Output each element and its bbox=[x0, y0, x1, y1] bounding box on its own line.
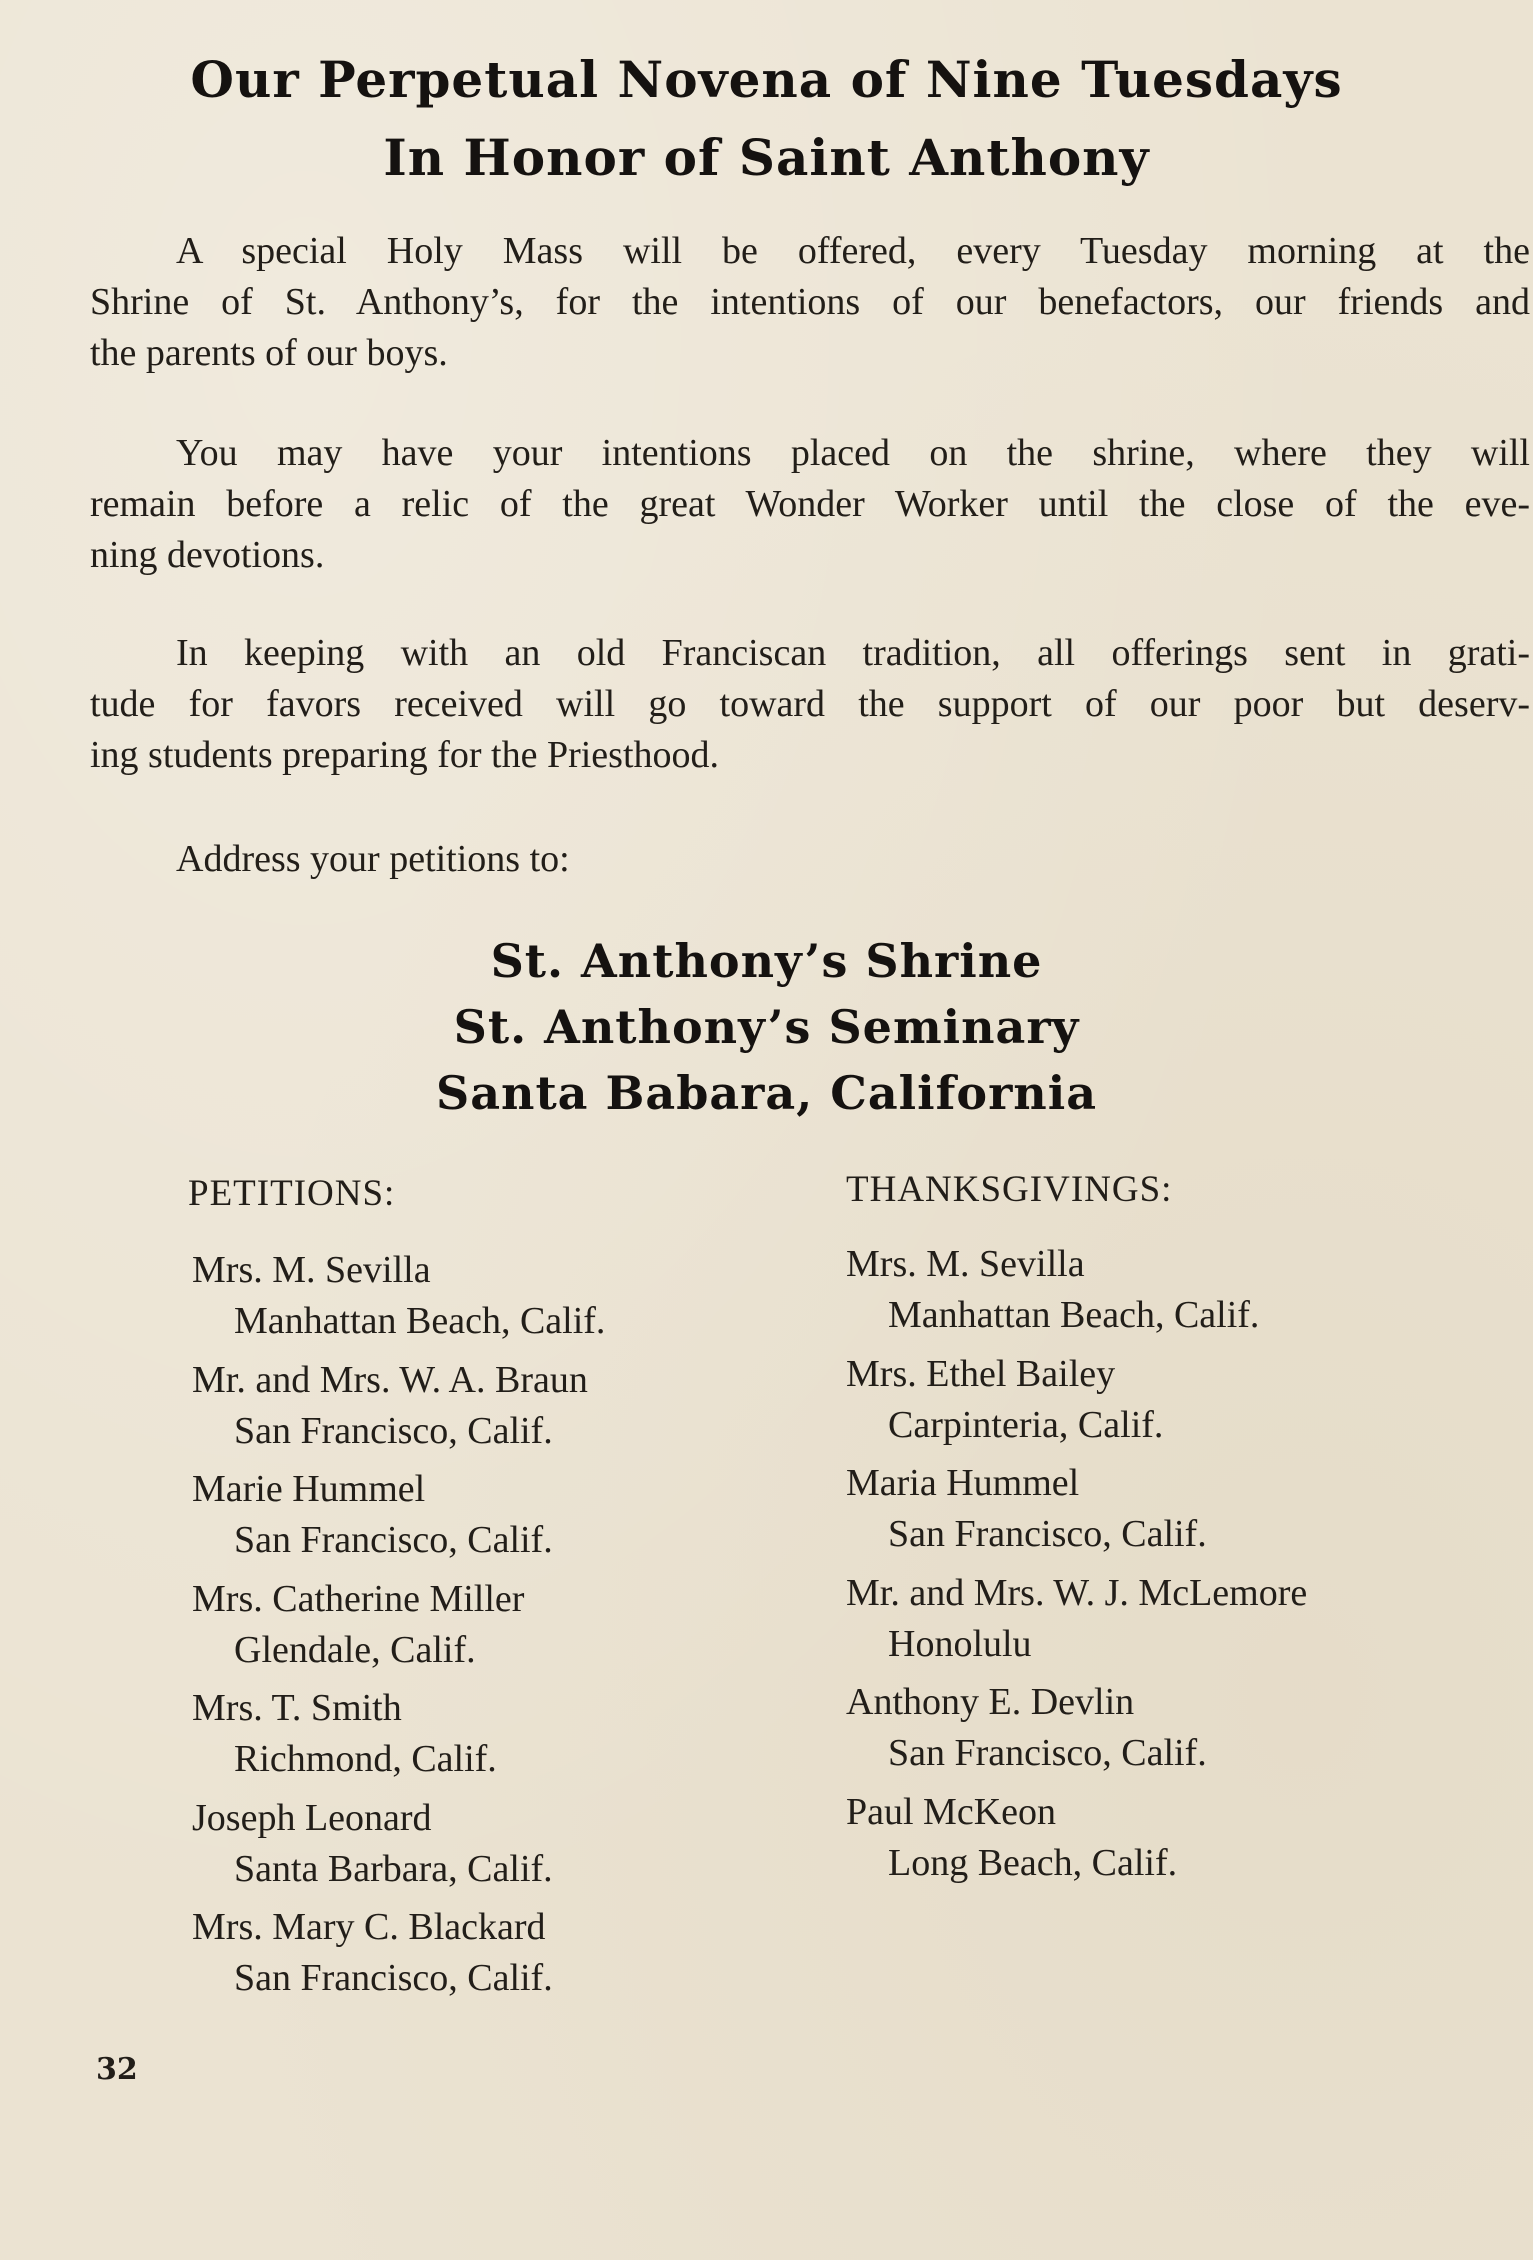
paragraph-tradition bbox=[90, 628, 1530, 781]
paragraph-line: You may have your intentions placed on the shrine, where they will bbox=[176, 432, 1530, 474]
entry-place: San Francisco, Calif. bbox=[234, 1409, 553, 1452]
paragraph-line: Shrine of St. Anthony’s, for the intentions of our benefactors, our friends and bbox=[90, 281, 1530, 323]
entry-name: Paul McKeon bbox=[846, 1790, 1057, 1833]
paragraph-line: remain before a relic of the great Wonder Worker until the close of the eve- bbox=[90, 483, 1530, 525]
entry-place: Manhattan Beach, Calif. bbox=[888, 1294, 1260, 1336]
page-number: 32 bbox=[96, 2052, 138, 2087]
petitions-list bbox=[192, 1245, 605, 2012]
paragraph-line: ning devotions. bbox=[90, 534, 325, 576]
list-item bbox=[192, 1245, 605, 1347]
petitions-heading: PETITIONS: bbox=[188, 1173, 396, 1214]
paragraph-address-intro bbox=[176, 834, 976, 885]
entry-name: Marie Hummel bbox=[192, 1468, 426, 1510]
entry-place: San Francisco, Calif. bbox=[234, 1519, 553, 1561]
entry-place: San Francisco, Calif. bbox=[888, 1732, 1207, 1774]
entry-place: Glendale, Calif. bbox=[234, 1628, 476, 1671]
paragraph-line: tude for favors received will go toward the support of our poor but deserv- bbox=[90, 683, 1530, 725]
paragraph-line: ing students preparing for the Priesthood. bbox=[90, 734, 720, 776]
paragraph-holy-mass bbox=[90, 226, 1530, 379]
entry-name: Mrs. M. Sevilla bbox=[846, 1243, 1085, 1285]
paragraph-line: the parents of our boys. bbox=[90, 332, 448, 374]
entry-place: Santa Barbara, Calif. bbox=[234, 1847, 553, 1890]
thanksgivings-heading: THANKSGIVINGS: bbox=[846, 1169, 1173, 1210]
address-line-seminary: St. Anthony’s Seminary bbox=[453, 1000, 1080, 1054]
list-item bbox=[192, 1793, 605, 1895]
paragraph-line: A special Holy Mass will be offered, every Tuesday morning at the bbox=[176, 230, 1530, 272]
page-subtitle: In Honor of Saint Anthony bbox=[383, 128, 1150, 187]
entry-name: Mrs. Ethel Bailey bbox=[846, 1352, 1116, 1395]
list-item bbox=[192, 1902, 605, 2004]
address-line-city: Santa Babara, California bbox=[435, 1066, 1098, 1120]
list-item bbox=[192, 1574, 605, 1676]
entry-place: Manhattan Beach, Calif. bbox=[234, 1300, 606, 1342]
list-item bbox=[192, 1464, 605, 1566]
entry-name: Mrs. M. Sevilla bbox=[192, 1249, 431, 1291]
paragraph-line: In keeping with an old Franciscan tradition, all offerings sent in grati- bbox=[176, 632, 1530, 674]
entry-name: Maria Hummel bbox=[846, 1462, 1080, 1504]
entry-place: San Francisco, Calif. bbox=[888, 1513, 1207, 1555]
entry-place: Carpinteria, Calif. bbox=[888, 1403, 1164, 1446]
entry-name: Joseph Leonard bbox=[192, 1796, 432, 1839]
list-item bbox=[846, 1239, 1307, 1341]
page-title: Our Perpetual Novena of Nine Tuesdays bbox=[190, 50, 1343, 109]
list-item bbox=[846, 1787, 1307, 1889]
entry-name: Mr. and Mrs. W. J. McLemore bbox=[846, 1571, 1308, 1614]
entry-name: Mrs. T. Smith bbox=[192, 1687, 402, 1729]
entry-name: Anthony E. Devlin bbox=[846, 1681, 1135, 1723]
list-item bbox=[846, 1349, 1307, 1451]
list-item bbox=[846, 1677, 1307, 1779]
entry-place: Richmond, Calif. bbox=[234, 1738, 497, 1780]
entry-name: Mr. and Mrs. W. A. Braun bbox=[192, 1358, 588, 1401]
address-line-shrine: St. Anthony’s Shrine bbox=[490, 934, 1043, 988]
paragraph-line: Address your petitions to: bbox=[176, 838, 570, 880]
list-item bbox=[192, 1355, 605, 1457]
entry-name: Mrs. Catherine Miller bbox=[192, 1577, 525, 1620]
entry-name: Mrs. Mary C. Blackard bbox=[192, 1906, 546, 1948]
paragraph-intentions bbox=[90, 428, 1530, 581]
entry-place: San Francisco, Calif. bbox=[234, 1957, 553, 1999]
list-item bbox=[846, 1458, 1307, 1560]
list-item bbox=[846, 1568, 1307, 1670]
thanksgivings-list bbox=[846, 1239, 1307, 1896]
entry-place: Honolulu bbox=[888, 1622, 1032, 1665]
list-item bbox=[192, 1683, 605, 1785]
entry-place: Long Beach, Calif. bbox=[888, 1841, 1178, 1884]
